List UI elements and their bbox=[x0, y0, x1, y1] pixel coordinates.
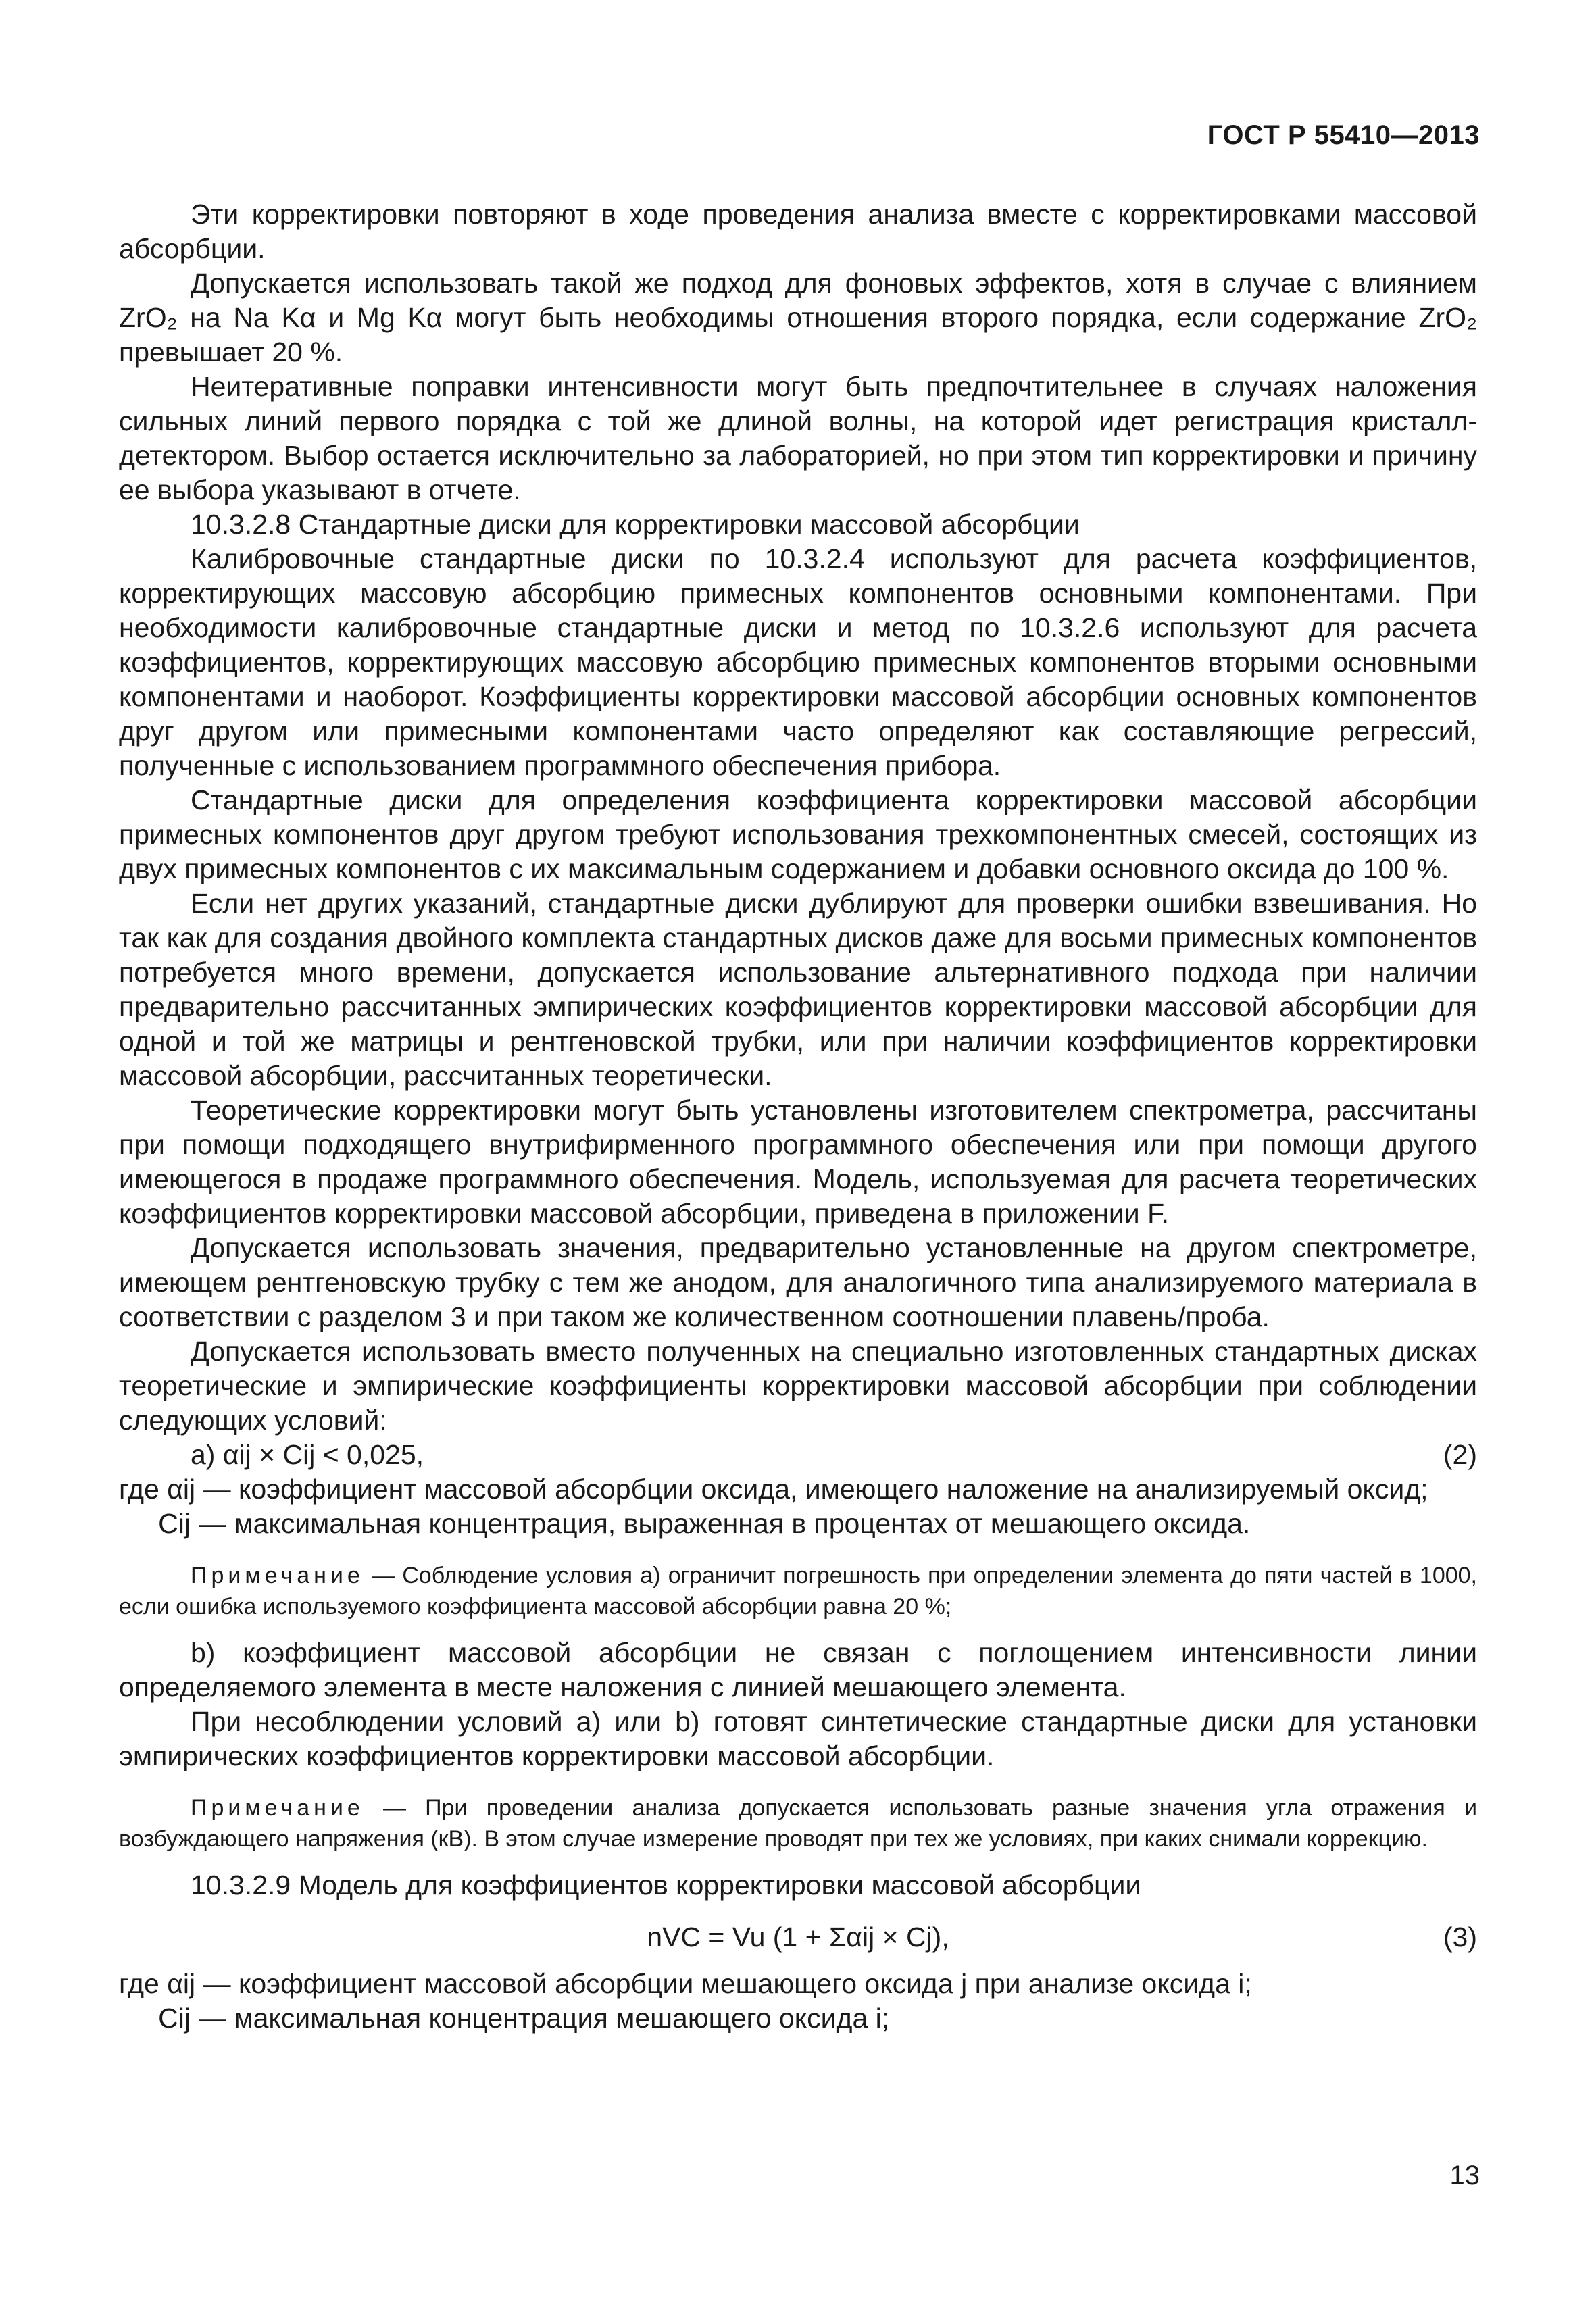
note-label: Примечание bbox=[191, 1795, 364, 1821]
equation-number: (2) bbox=[1443, 1439, 1477, 1470]
paragraph: Допускается использовать значения, предварительно установленные на другом спектрометре, имеющем рентгеновскую трубку с тем же анодом, для аналогичного типа анализируемого материала в соответствии с разделом 3 и при таком же количественном соотношении плавень/проба. bbox=[119, 1232, 1477, 1332]
equation-number: (3) bbox=[1443, 1921, 1477, 1953]
paragraph: Калибровочные стандартные диски по 10.3.2.4 используют для расчета коэффициентов, корректирующих массовую абсорбцию примесных компонентов основными компонентами. При необходимости калибровочные стандартные диски и метод по 10.3.2.6 используют для расчета коэффициентов, корректирующих массовую абсорбцию примесных компонентов вторыми основными компонентами и наоборот. Коэффициенты корректировки массовой абсорбции основных компонентов друг другом или примесными компонентами часто определяют как составляющие регрессий, полученные с использованием программного обеспечения прибора. bbox=[119, 543, 1477, 781]
where-text: — максимальная концентрация мешающего оксида i; bbox=[199, 2003, 890, 2034]
note-text: — При проведении анализа допускается использовать разные значения угла отражения и возбуждающего напряжения (кВ). В этом случае измерение проводят при тех же условиях, при каких снимали коррекцию. bbox=[119, 1795, 1477, 1852]
paragraph: Стандартные диски для определения коэффициента корректировки массовой абсорбции примесных компонентов друг другом требуют использования трехкомпонентных смесей, состоящих из двух примесных компонентов с их максимальным содержанием и добавки основного оксида до 100 %. bbox=[119, 784, 1477, 884]
where-line bbox=[119, 1507, 1477, 1541]
equation-2 bbox=[119, 1438, 1477, 1472]
note-label: Примечание bbox=[191, 1563, 364, 1588]
where-label: где αij bbox=[119, 1968, 196, 1999]
paragraph: b) коэффициент массовой абсорбции не связан с поглощением интенсивности линии определяемого элемента в месте наложения с линией мешающего элемента. bbox=[119, 1637, 1477, 1703]
paragraph: Если нет других указаний, стандартные диски дублируют для проверки ошибки взвешивания. Но так как для создания двойного комплекта стандартных дисков даже для восьми примесных компонентов потребуется много времени, допускается использование альтернативного подхода при наличии предварительно рассчитанных эмпирических коэффициентов корректировки массовой абсорбции для одной и той же матрицы и рентгеновской трубки, или при наличии коэффициентов корректировки массовой абсорбции, рассчитанных теоретически. bbox=[119, 888, 1477, 1091]
document-body bbox=[119, 197, 1477, 2036]
where-text: — коэффициент массовой абсорбции мешающего оксида j при анализе оксида i; bbox=[203, 1968, 1252, 1999]
equation-text: a) αij × Cij < 0,025, bbox=[191, 1439, 424, 1470]
page-number: 13 bbox=[1449, 2161, 1480, 2190]
paragraph: Эти корректировки повторяют в ходе проведения анализа вместе с корректировками массовой абсорбции. bbox=[119, 199, 1477, 264]
paragraph: Допускается использовать такой же подход для фоновых эффектов, хотя в случае с влиянием ZrO₂ на Na Kα и Mg Kα могут быть необходимы отношения второго порядка, если содержание ZrO₂ превышает 20 %. bbox=[119, 268, 1477, 368]
section-heading: 10.3.2.9 Модель для коэффициентов корректировки массовой абсорбции bbox=[191, 1869, 1141, 1901]
note-text: — Соблюдение условия а) ограничит погрешность при определении элемента до пяти частей в 1000, если ошибка используемого коэффициента массовой абсорбции равна 20 %; bbox=[119, 1563, 1477, 1619]
where-line bbox=[119, 2001, 1477, 2036]
equation-text: nVC = Vu (1 + Σαij × Cj), bbox=[647, 1921, 949, 1953]
where-line bbox=[119, 1967, 1477, 2001]
where-label: Cij bbox=[158, 2003, 191, 2034]
where-label: где αij bbox=[119, 1474, 196, 1505]
equation-3 bbox=[119, 1920, 1477, 1955]
document-id: ГОСТ Р 55410—2013 bbox=[1207, 120, 1480, 150]
where-text: — коэффициент массовой абсорбции оксида, имеющего наложение на анализируемый оксид; bbox=[203, 1474, 1428, 1505]
where-text: — максимальная концентрация, выраженная в процентах от мешающего оксида. bbox=[199, 1508, 1251, 1539]
section-heading: 10.3.2.8 Стандартные диски для корректировки массовой абсорбции bbox=[191, 509, 1080, 540]
paragraph: Неитеративные поправки интенсивности могут быть предпочтительнее в случаях наложения сильных линий первого порядка с той же длиной волны, на которой идет регистрация кристалл-детектором. Выбор остается исключительно за лабораторией, но при этом тип корректировки и причину ее выбора указывают в отчете. bbox=[119, 371, 1477, 505]
note bbox=[119, 1560, 1477, 1622]
paragraph: При несоблюдении условий а) или b) готовят синтетические стандартные диски для установки эмпирических коэффициентов корректировки массовой абсорбции. bbox=[119, 1706, 1477, 1771]
paragraph: Допускается использовать вместо полученных на специально изготовленных стандартных дисках теоретические и эмпирические коэффициенты корректировки массовой абсорбции при соблюдении следующих условий: bbox=[119, 1336, 1477, 1436]
paragraph: Теоретические корректировки могут быть установлены изготовителем спектрометра, рассчитаны при помощи подходящего внутрифирменного программного обеспечения или при помощи другого имеющегося в продаже программного обеспечения. Модель, используемая для расчета теоретических коэффициентов корректировки массовой абсорбции, приведена в приложении F. bbox=[119, 1095, 1477, 1229]
where-label: Cij bbox=[158, 1508, 191, 1539]
note bbox=[119, 1792, 1477, 1855]
where-line bbox=[119, 1472, 1477, 1507]
